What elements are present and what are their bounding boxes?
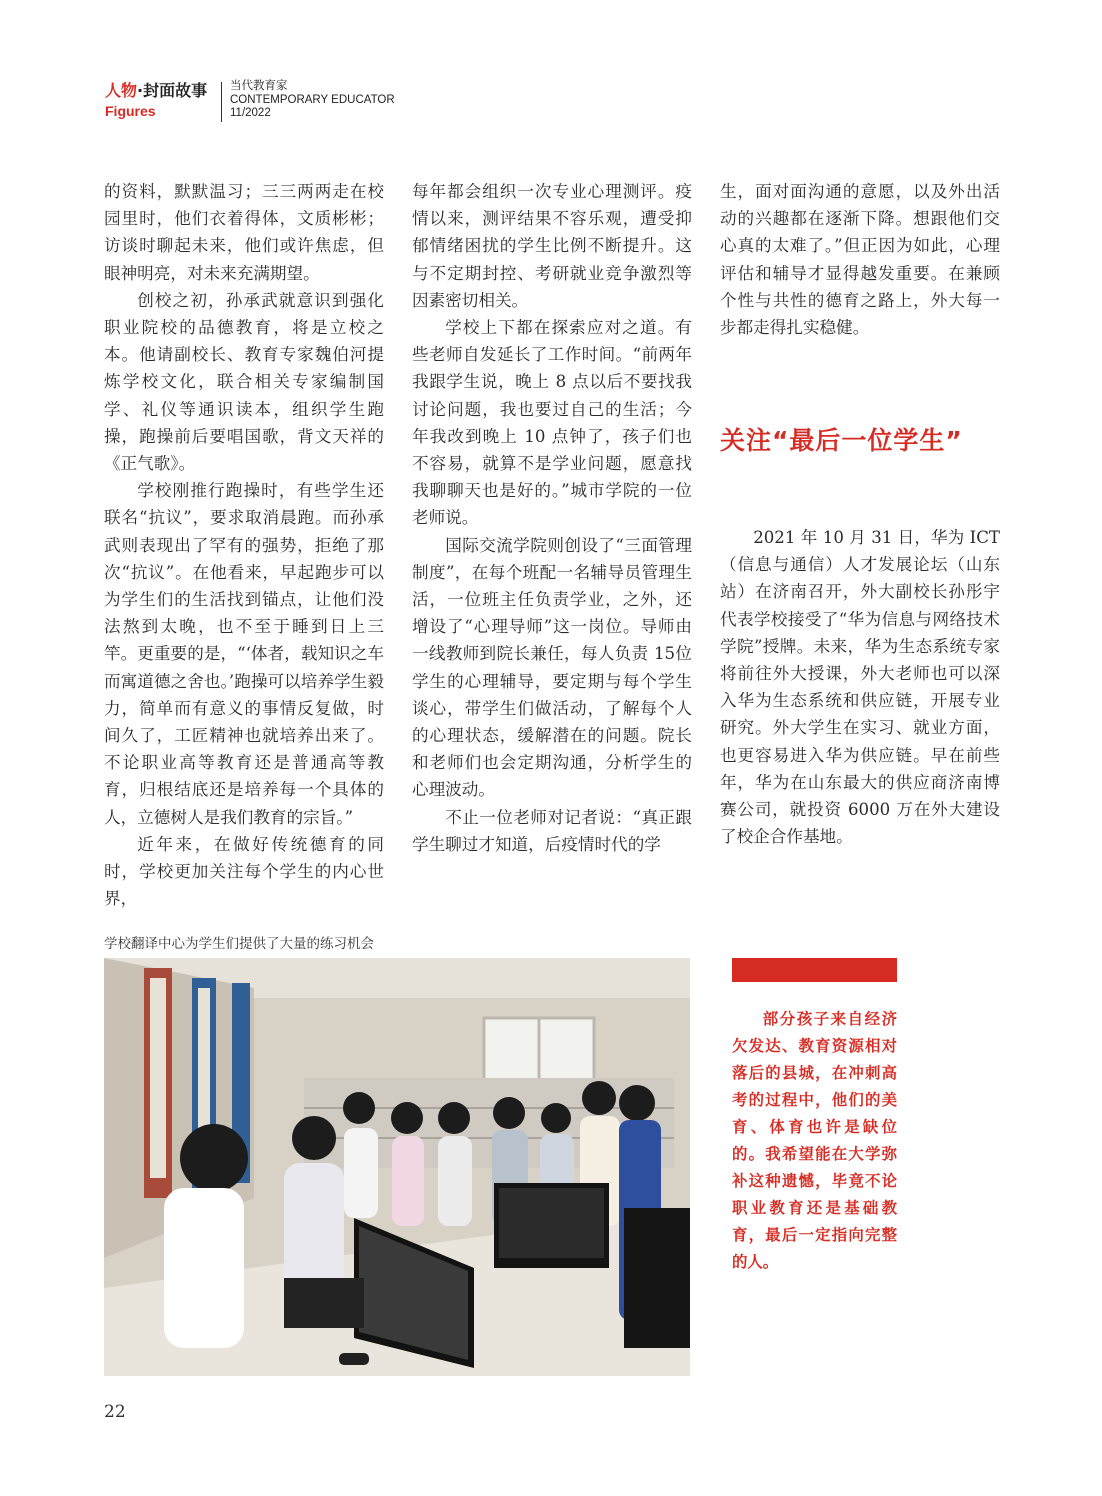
magazine-name-cn: 当代教育家 bbox=[230, 80, 288, 92]
paragraph: 学校上下都在探索应对之道。有些老师自发延长了工作时间。“前两年我跟学生说，晚上 8 点以后不要找我讨论问题，我也要过自己的生活；今年我改到晚上 10 点钟了，孩子们也不容易，就算不是学业问题，愿意找我聊聊天也是好的。”城市学院的一位老师说。 bbox=[412, 318, 692, 528]
pullquote bbox=[732, 1006, 897, 1276]
paragraph: 创校之初，孙承武就意识到强化职业院校的品德教育，将是立校之本。他请副校长、教育专家魏伯河提炼学校文化，联合相关专家编制国学、礼仪等通识读本，组织学生跑操，跑操前后要唱国歌，背文天祥的《正气歌》。 bbox=[104, 290, 384, 474]
magazine-name-en: CONTEMPORARY EDUCATOR bbox=[230, 93, 395, 106]
section-title-rest: 封面故事 bbox=[143, 81, 208, 100]
paragraph: 不止一位老师对记者说：“真正跟学生聊过才知道，后疫情时代的学 bbox=[412, 807, 692, 854]
paragraph: 近年来，在做好传统德育的同时，学校更加关注每个学生的内心世界， bbox=[104, 834, 384, 909]
paragraph: 的资料，默默温习；三三两两走在校园里时，他们衣着得体，文质彬彬；访谈时聊起未来，他们或许焦虑，但眼神明亮，对未来充满期望。 bbox=[104, 182, 384, 283]
section-title-en: Figures bbox=[105, 103, 156, 119]
text-column-1 bbox=[104, 178, 384, 912]
text-column-3-lower bbox=[720, 524, 1000, 850]
page-number: 22 bbox=[104, 1402, 126, 1422]
magazine-info bbox=[230, 80, 395, 121]
text-column-2 bbox=[412, 178, 692, 858]
section-subheading: 关注“最后一位学生” bbox=[720, 426, 963, 455]
section-title-red: 人物 bbox=[105, 81, 138, 100]
paragraph: 2021 年 10 月 31 日，华为 ICT（信息与通信）人才发展论坛（山东站）在济南召开，外大副校长孙彤宇代表学校接受了“华为信息与网络技术学院”授牌。未来，华为生态系统专家将前往外大授课，外大老师也可以深入华为生态系统和供应链，开展专业研究。外大学生在实习、就业方面，也更容易进入华为供应链。早在前些年，华为在山东最大的供应商济南博赛公司，就投资 6000 万在外大建设了校企合作基地。 bbox=[720, 528, 1000, 847]
paragraph: 生，面对面沟通的意愿，以及外出活动的兴趣都在逐渐下降。想跟他们交心真的太难了。”但正因为如此，心理评估和辅导才显得越发重要。在兼顾个性与共性的德育之路上，外大每一步都走得扎实稳健。 bbox=[720, 182, 1000, 338]
paragraph: 国际交流学院则创设了“三面管理制度”，在每个班配一名辅导员管理生活，一位班主任负责学业，之外，还增设了“心理导师”这一岗位。导师由一线教师到院长兼任，每人负责 15位学生的心理辅导，要定期与每个学生谈心，带学生们做活动，了解每个人的心理状态，缓解潜在的问题。院长和老师们也会定期沟通，分析学生的心理波动。 bbox=[412, 535, 692, 800]
section-label bbox=[105, 80, 217, 120]
issue-number: 11/2022 bbox=[230, 107, 271, 119]
paragraph: 每年都会组织一次专业心理测评。疫情以来，测评结果不容乐观，遭受抑郁情绪困扰的学生比例不断提升。这与不定期封控、考研就业竞争激烈等因素密切相关。 bbox=[412, 182, 692, 310]
section-title-dot: · bbox=[137, 81, 144, 100]
text-column-3 bbox=[720, 178, 1000, 341]
pullquote-text: 部分孩子来自经济欠发达、教育资源相对落后的县城，在冲刺高考的过程中，他们的美育、体育也许是缺位的。我希望能在大学弥补这种遗憾，毕竟不论职业教育还是基础教育，最后一定指向完整的人。 bbox=[732, 1010, 897, 1271]
classroom-photo bbox=[104, 958, 690, 1376]
classroom-illustration bbox=[104, 958, 690, 1376]
photo-caption: 学校翻译中心为学生们提供了大量的练习机会 bbox=[104, 936, 374, 952]
section-title bbox=[105, 80, 217, 102]
pullquote-bar bbox=[732, 958, 897, 982]
paragraph: 学校刚推行跑操时，有些学生还联名“抗议”，要求取消晨跑。而孙承武则表现出了罕有的强势，拒绝了那次“抗议”。在他看来，早起跑步可以为学生们的生活找到锚点，让他们没法熬到太晚，也不至于睡到日上三竿。更重要的是，“‘体者，载知识之车而寓道德之舍也。’跑操可以培养学生毅力，简单而有意义的事情反复做，时间久了，工匠精神也就培养出来了。不论职业高等教育还是普通高等教育，归根结底还是培养每一个具体的人，立德树人是我们教育的宗旨。” bbox=[104, 481, 384, 827]
header-divider bbox=[221, 82, 222, 122]
